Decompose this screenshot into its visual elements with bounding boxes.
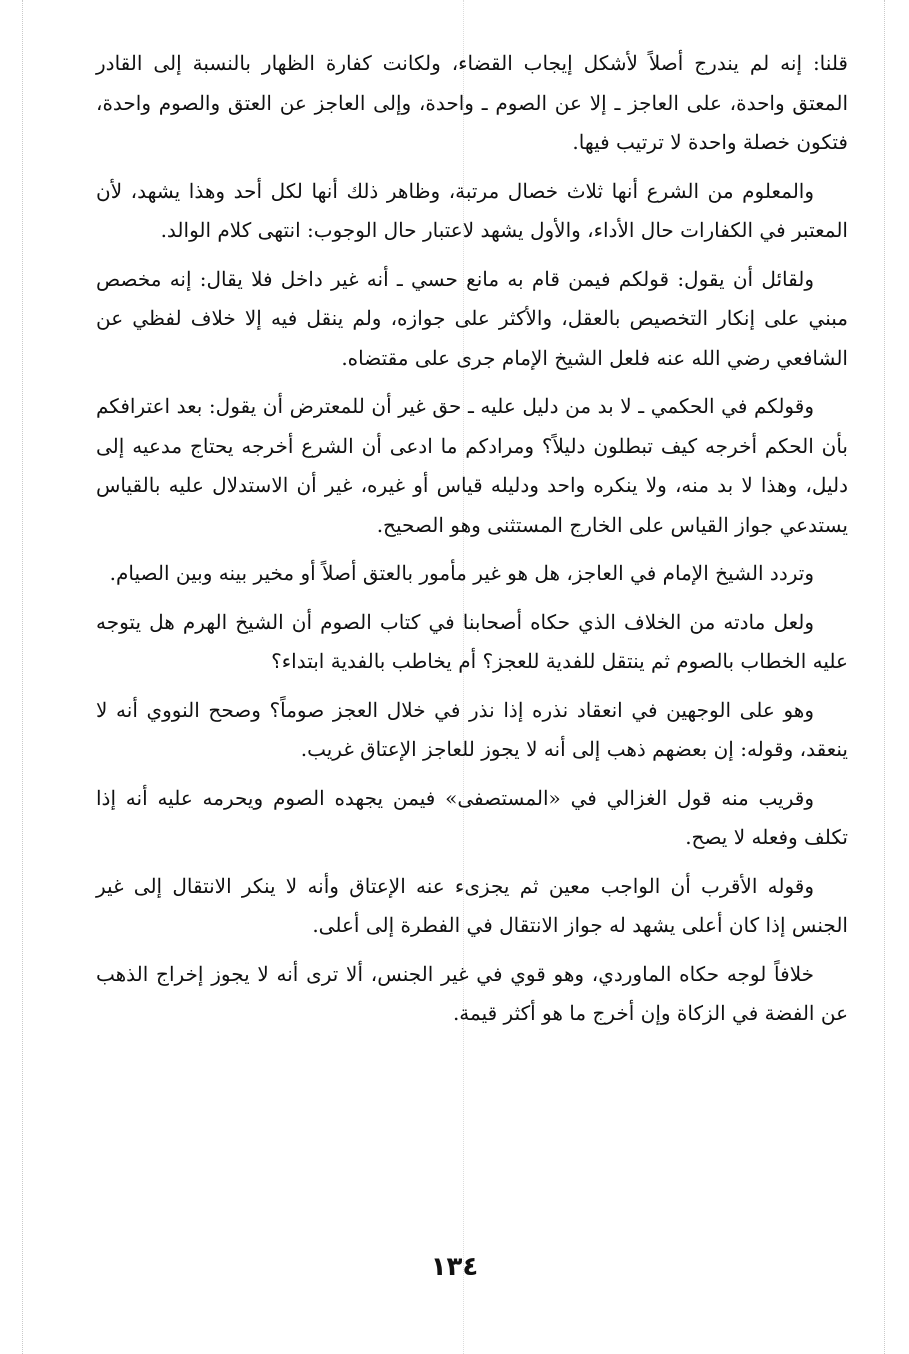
body-text <box>96 44 848 1043</box>
paragraph-9: وقوله الأقرب أن الواجب معين ثم يجزىء عنه الإعتاق وأنه لا ينكر الانتقال إلى غير الجنس إذا كان أعلى يشهد له جواز الانتقال في الفطرة إلى أعلى. <box>96 873 848 937</box>
paragraph-4: وقولكم في الحكمي ـ لا بد من دليل عليه ـ حق غير أن للمعترض أن يقول: بعد اعترافكم بأن الحكم أخرجه كيف تبطلون دليلاً؟ ومرادكم ما ادعى أن الشرع أخرجه يحتاج مدعيه إلى دليل، وهذا لا بد منه، ولا ينكره واحد ودليله قياس أو غيره، غير أن الاستدلال عليه بالقياس يستدعي جواز القياس على الخارج المستثنى وهو الصحيح. <box>96 394 848 537</box>
paragraph-1: قلنا: إنه لم يندرج أصلاً لأشكل إيجاب القضاء، ولكانت كفارة الظهار بالنسبة إلى القادر المعتق واحدة، على العاجز ـ إلا عن الصوم ـ واحدة، وإلى العاجز عن العتق والصوم واحدة، فتكون خصلة واحدة لا ترتيب فيها. <box>96 51 848 154</box>
paragraph-3: ولقائل أن يقول: قولكم فيمن قام به مانع حسي ـ أنه غير داخل فلا يقال: إنه مخصص مبني على إنكار التخصيص بالعقل، والأكثر على جوازه، ولم ينقل فيه إلا خلاف لفظي عن الشافعي رضي الله عنه فلعل الشيخ الإمام جرى على مقتضاه. <box>96 266 848 370</box>
scan-guide-line-left <box>22 0 23 1354</box>
scan-guide-line-right <box>884 0 885 1354</box>
paragraph-5: وتردد الشيخ الإمام في العاجز، هل هو غير مأمور بالعتق أصلاً أو مخير بينه وبين الصيام. <box>109 561 814 585</box>
paragraph-7: وهو على الوجهين في انعقاد نذره إذا نذر في خلال العجز صوماً؟ وصحح النووي أنه لا ينعقد، وقوله: إن بعضهم ذهب إلى أنه لا يجوز للعاجز الإعتاق غريب. <box>96 697 848 761</box>
paragraph-2: والمعلوم من الشرع أنها ثلاث خصال مرتبة، وظاهر ذلك أنها لكل أحد وهذا يشهد، لأن المعتبر في الكفارات حال الأداء، والأول يشهد لاعتبار حال الوجوب: انتهى كلام الوالد. <box>96 178 848 242</box>
paragraph-10: خلافاً لوجه حكاه الماوردي، وهو قوي في غير الجنس، ألا ترى أنه لا يجوز إخراج الذهب عن الفضة في الزكاة وإن أخرج ما هو أكثر قيمة. <box>96 961 848 1025</box>
page-number: ١٣٤ <box>430 1252 479 1282</box>
paragraph-8: وقريب منه قول الغزالي في «المستصفى» فيمن يجهده الصوم ويحرمه عليه أنه إذا تكلف وفعله لا يصح. <box>96 785 848 849</box>
paragraph-6: ولعل مادته من الخلاف الذي حكاه أصحابنا في كتاب الصوم أن الشيخ الهرم هل يتوجه عليه الخطاب بالصوم ثم ينتقل للفدية للعجز؟ أم يخاطب بالفدية ابتداء؟ <box>96 609 848 673</box>
